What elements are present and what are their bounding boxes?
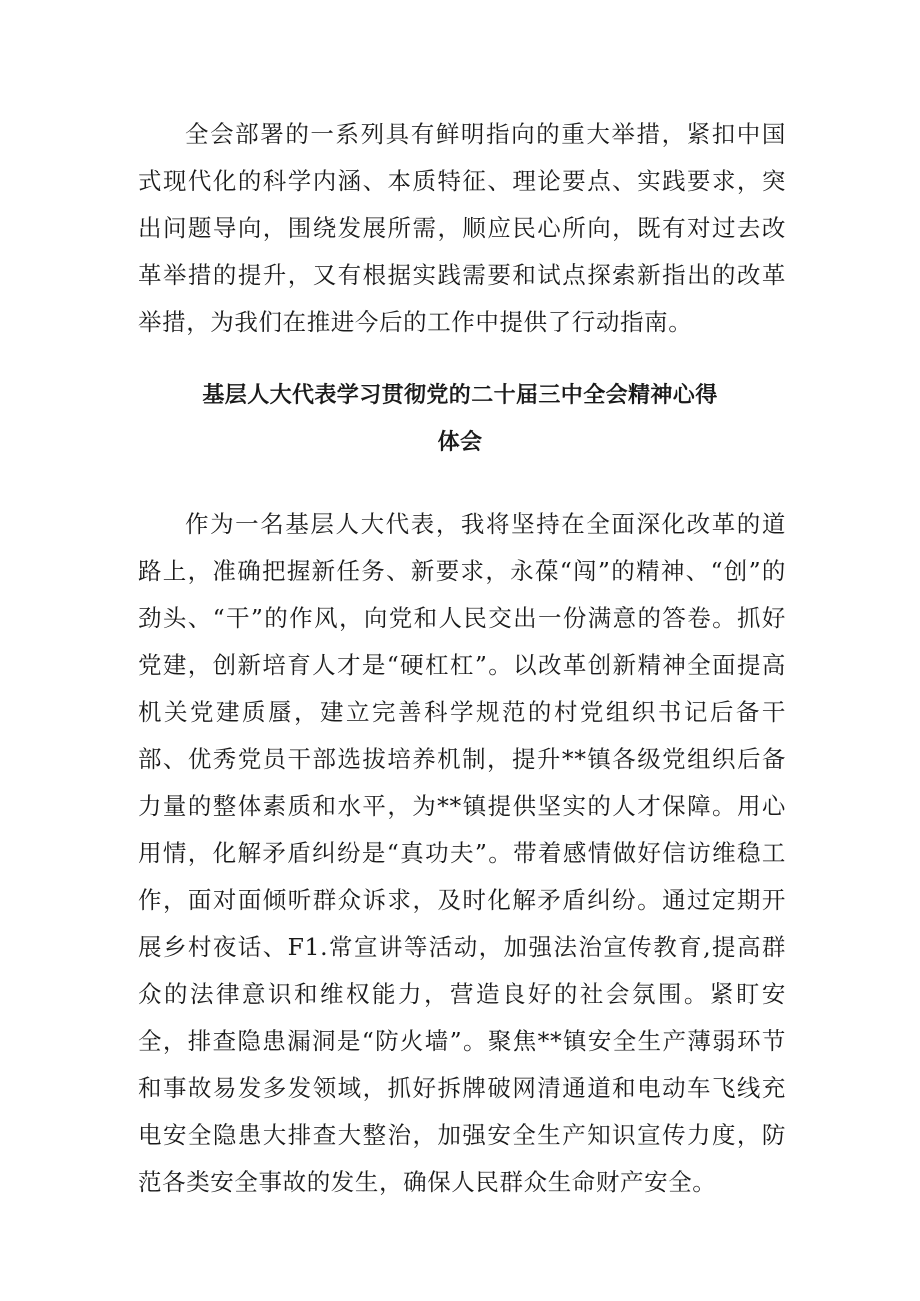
section-title-line-1: 基层人大代表学习贯彻党的二十届三中全会精神心得 (202, 383, 718, 408)
body-paragraph-1: 全会部署的一系列具有鲜明指向的重大举措，紧扣中国式现代化的科学内涵、本质特征、理论要点、实践要求，突出问题导向，围绕发展所需，顺应民心所向，既有对过去改革举措的提升，又有根据实践需要和试点探索新指出的改革举措，为我们在推进今后的工作中提供了行动指南。 (138, 120, 786, 336)
section-title-line-2: 体会 (437, 430, 483, 455)
body-paragraph-2: 作为一名基层人大代表，我将坚持在全面深化改革的道路上，准确把握新任务、新要求，永葆“闯”的精神、“创”的劲头、“干”的作风，向党和人民交出一份满意的答卷。抓好党建，创新培育人才是“硬杠杠”。以改革创新精神全面提高机关党建质蜃，建立完善科学规范的村党组织书记后备干部、优秀党员干部选拔培养机制，提升**镇各级党组织后备力量的整体素质和水平，为**镇提供坚实的人才保障。用心用情，化解矛盾纠纷是“真功夫”。带着感情做好信访维稳工作，面对面倾听群众诉求，及时化解矛盾纠纷。通过定期开展乡村夜话、F1.常宣讲等活动，加强法治宣传教育,提高群众的法律意识和维权能力，营造良好的社会氛围。紧盯安全，排查隐患漏洞是“防火墙”。聚焦**镇安全生产薄弱环节和事故易发多发领域，抓好拆牌破网清通道和电动车飞线充电安全隐患大排查大整治，加强安全生产知识宣传力度，防范各类安全事故的发生，确保人民群众生命财产安全。 (138, 510, 786, 1196)
section-title (150, 372, 770, 466)
